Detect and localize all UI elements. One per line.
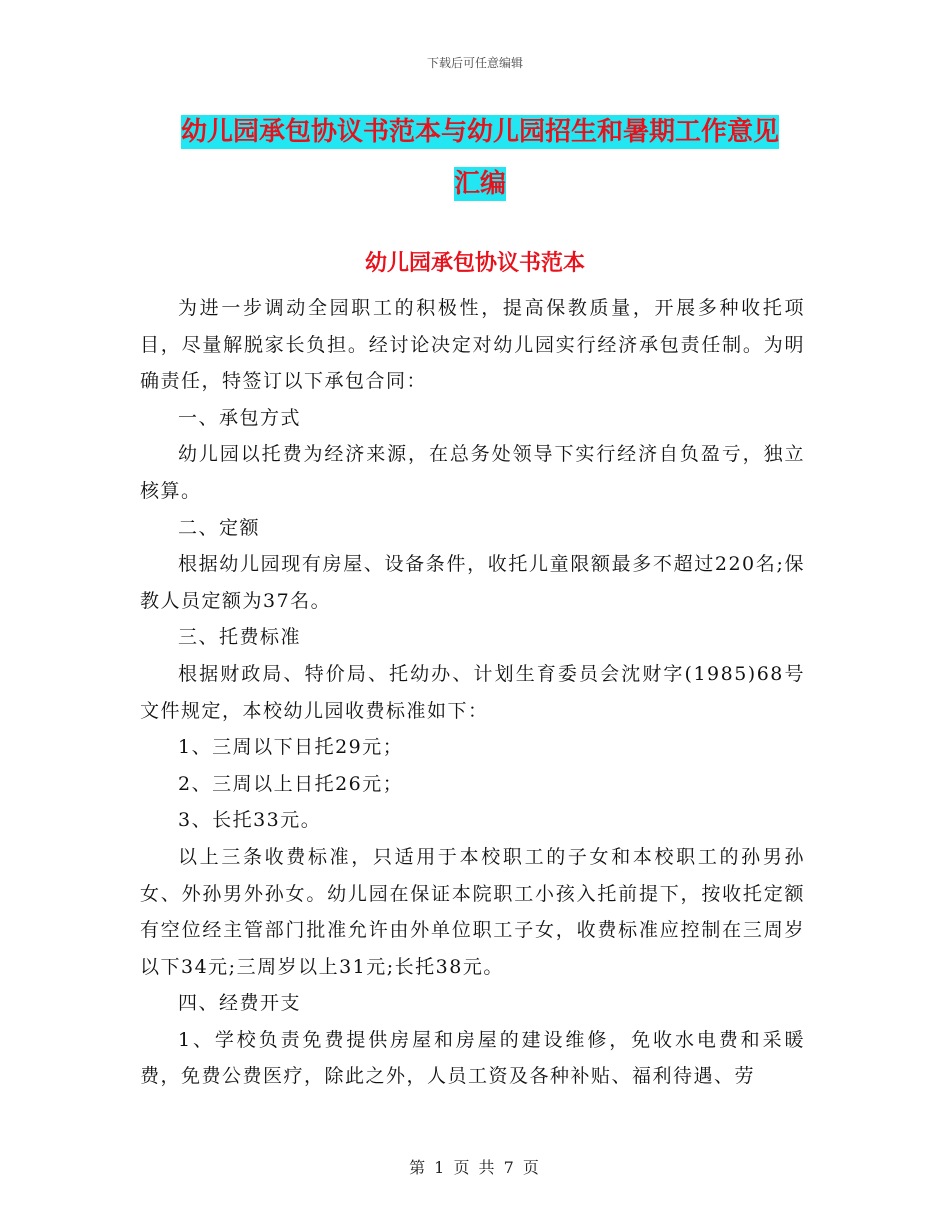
body-text bbox=[140, 290, 805, 1095]
paragraph: 以上三条收费标准，只适用于本校职工的子女和本校职工的孙男孙女、外孙男外孙女。幼儿园在保证本院职工小孩入托前提下，按收托定额有空位经主管部门批准允许由外单位职工子女，收费标准应控制在三周岁以下34元;三周岁以上31元;长托38元。 bbox=[140, 845, 805, 978]
paragraph: 1、三周以下日托29元； bbox=[178, 736, 404, 759]
paragraph: 为进一步调动全园职工的积极性，提高保教质量，开展多种收托项目，尽量解脱家长负担。经讨论决定对幼儿园实行经济承包责任制。为明确责任，特签订以下承包合同： bbox=[140, 297, 805, 393]
document-title bbox=[140, 106, 820, 210]
header-note: 下载后可任意编辑 bbox=[426, 56, 523, 70]
paragraph: 根据财政局、特价局、托幼办、计划生育委员会沈财字(1985)68号文件规定，本校幼儿园收费标准如下： bbox=[140, 662, 805, 722]
paragraph: 三、托费标准 bbox=[178, 626, 302, 649]
page-footer: 第 1 页 共 7 页 bbox=[409, 1158, 541, 1177]
title-line-2: 汇编 bbox=[453, 169, 506, 199]
paragraph: 四、经费开支 bbox=[178, 992, 302, 1015]
paragraph: 2、三周以上日托26元； bbox=[178, 772, 404, 795]
paragraph: 二、定额 bbox=[178, 516, 261, 539]
paragraph: 3、长托33元。 bbox=[178, 809, 322, 832]
paragraph: 根据幼儿园现有房屋、设备条件，收托儿童限额最多不超过220名;保教人员定额为37名。 bbox=[140, 553, 805, 612]
section-title: 幼儿园承包协议书范本 bbox=[364, 250, 585, 276]
paragraph: 一、承包方式 bbox=[178, 406, 302, 429]
title-line-1: 幼儿园承包协议书范本与幼儿园招生和暑期工作意见 bbox=[180, 117, 779, 147]
paragraph: 1、学校负责免费提供房屋和房屋的建设维修，免收水电费和采暖费，免费公费医疗，除此之外，人员工资及各种补贴、福利待遇、劳 bbox=[140, 1028, 805, 1088]
paragraph: 幼儿园以托费为经济来源，在总务处领导下实行经济自负盈亏，独立核算。 bbox=[140, 443, 805, 502]
